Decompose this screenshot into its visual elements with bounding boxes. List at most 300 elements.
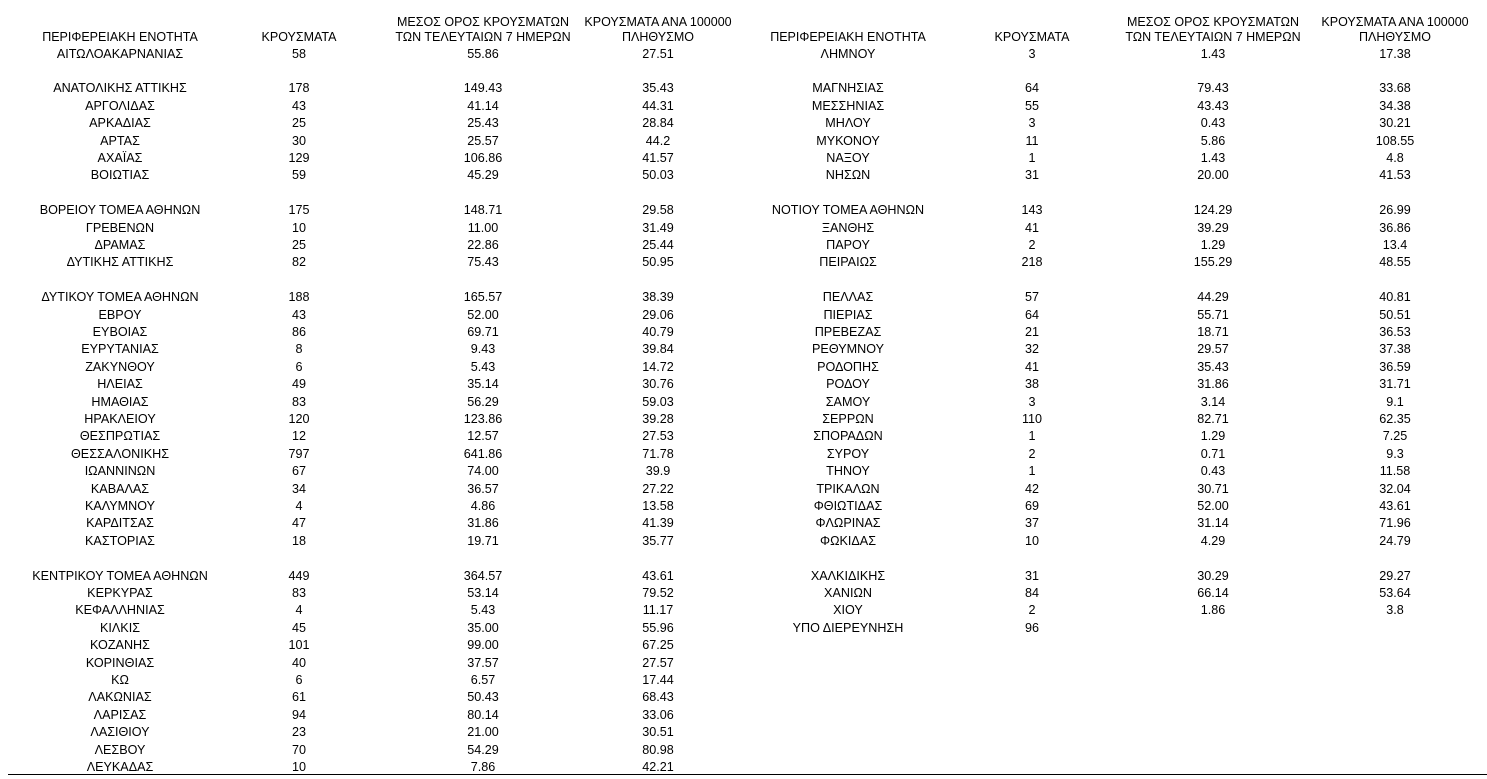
table-row xyxy=(0,724,1487,741)
cell-region: ΑΝΑΤΟΛΙΚΗΣ ΑΤΤΙΚΗΣ xyxy=(53,81,187,96)
cell-avg7: 5.43 xyxy=(470,603,496,618)
cell-avg7: 35.14 xyxy=(467,377,499,392)
cell-region: ΚΕΦΑΛΛΗΝΙΑΣ xyxy=(75,603,165,618)
right-header-per100k xyxy=(1310,0,1480,45)
cell-region: ΦΘΙΩΤΙΔΑΣ xyxy=(813,498,883,513)
cell-region: ΠΡΕΒΕΖΑΣ xyxy=(814,324,882,339)
cell-per100k: 71.78 xyxy=(642,446,674,461)
cell-cases: 12 xyxy=(291,429,306,444)
cell-per100k: 41.39 xyxy=(642,516,674,531)
table-row xyxy=(0,481,1487,498)
cell-cases: 30 xyxy=(291,133,306,148)
cell-per100k: 36.59 xyxy=(1379,359,1411,374)
cell-cases: 3 xyxy=(1028,116,1036,131)
cell-avg7: 45.29 xyxy=(467,168,499,183)
cell-region: ΥΠΟ ΔΙΕΡΕΥΝΗΣΗ xyxy=(792,620,904,635)
cell-per100k: 30.76 xyxy=(642,377,674,392)
cell-avg7: 5.86 xyxy=(1200,133,1226,148)
cell-cases: 178 xyxy=(288,81,310,96)
cell-avg7: 0.43 xyxy=(1200,464,1226,479)
cell-region: ΣΥΡΟΥ xyxy=(826,446,870,461)
cell-region: ΕΥΡΥΤΑΝΙΑΣ xyxy=(81,342,159,357)
cell-region: ΜΕΣΣΗΝΙΑΣ xyxy=(811,98,885,113)
cell-per100k: 30.51 xyxy=(642,725,674,740)
cell-cases: 40 xyxy=(291,655,306,670)
cell-cases: 25 xyxy=(291,237,306,252)
cell-region: ΔΥΤΙΚΟΥ ΤΟΜΕΑ ΑΘΗΝΩΝ xyxy=(41,290,199,305)
cell-per100k: 36.86 xyxy=(1379,220,1411,235)
cell-avg7: 1.43 xyxy=(1200,150,1226,165)
cell-cases: 1 xyxy=(1028,429,1036,444)
cell-per100k: 55.96 xyxy=(642,620,674,635)
cell-per100k: 35.43 xyxy=(642,81,674,96)
cell-cases: 23 xyxy=(291,725,306,740)
cell-avg7: 19.71 xyxy=(467,533,499,548)
cell-region: ΜΥΚΟΝΟΥ xyxy=(816,133,880,148)
cell-per100k: 37.38 xyxy=(1379,342,1411,357)
cell-avg7: 106.86 xyxy=(463,150,503,165)
cell-per100k: 36.53 xyxy=(1379,324,1411,339)
cell-region: ΚΟΖΑΝΗΣ xyxy=(90,638,150,653)
table-row xyxy=(0,655,1487,672)
cell-avg7: 39.29 xyxy=(1197,220,1229,235)
cell-per100k: 40.81 xyxy=(1379,290,1411,305)
cell-cases: 101 xyxy=(288,638,310,653)
cell-cases: 86 xyxy=(291,324,306,339)
cell-per100k: 59.03 xyxy=(642,394,674,409)
cell-per100k: 35.77 xyxy=(642,533,674,548)
cell-region: ΡΟΔΟΥ xyxy=(826,377,870,392)
cell-region: ΣΑΜΟΥ xyxy=(825,394,871,409)
cell-region: ΡΕΘΥΜΝΟΥ xyxy=(812,342,884,357)
cell-avg7: 52.00 xyxy=(1197,498,1229,513)
cell-region: ΠΕΙΡΑΙΩΣ xyxy=(819,255,877,270)
cell-region: ΛΑΣΙΘΙΟΥ xyxy=(90,725,150,740)
cell-region: ΗΜΑΘΙΑΣ xyxy=(91,394,149,409)
cell-per100k: 41.53 xyxy=(1379,168,1411,183)
cell-cases: 6 xyxy=(295,672,303,687)
left-header-cases-label: ΚΡΟΥΣΜΑΤΑ xyxy=(261,30,337,44)
cell-cases: 4 xyxy=(295,498,303,513)
cell-cases: 55 xyxy=(1024,98,1039,113)
right-header-region-label: ΠΕΡΙΦΕΡΕΙΑΚΗ ΕΝΟΤΗΤΑ xyxy=(770,30,926,44)
cell-region: ΔΥΤΙΚΗΣ ΑΤΤΙΚΗΣ xyxy=(66,255,174,270)
table-row xyxy=(0,150,1487,167)
cell-region: ΜΗΛΟΥ xyxy=(825,116,871,131)
table-row xyxy=(0,115,1487,132)
cell-per100k: 50.03 xyxy=(642,168,674,183)
cell-cases: 45 xyxy=(291,620,306,635)
cell-region: ΒΟΙΩΤΙΑΣ xyxy=(90,168,150,183)
cell-avg7: 35.43 xyxy=(1197,359,1229,374)
table-row xyxy=(0,411,1487,428)
cell-region: ΣΠΟΡΑΔΩΝ xyxy=(813,429,883,444)
cell-cases: 82 xyxy=(291,255,306,270)
cell-region: ΡΟΔΟΠΗΣ xyxy=(817,359,879,374)
table-row xyxy=(0,602,1487,619)
cell-region: ΑΧΑΪΑΣ xyxy=(97,150,143,165)
table-row xyxy=(0,254,1487,271)
cell-region: ΑΡΤΑΣ xyxy=(100,133,140,148)
table-row xyxy=(0,289,1487,306)
cell-per100k: 41.57 xyxy=(642,150,674,165)
left-header-cases xyxy=(249,0,349,45)
cell-per100k: 29.06 xyxy=(642,307,674,322)
cell-region: ΑΙΤΩΛΟΑΚΑΡΝΑΝΙΑΣ xyxy=(56,46,184,61)
cell-avg7: 50.43 xyxy=(467,690,499,705)
table-row xyxy=(0,689,1487,706)
right-header-cases-label: ΚΡΟΥΣΜΑΤΑ xyxy=(994,30,1070,44)
cell-per100k: 17.44 xyxy=(642,672,674,687)
table-row xyxy=(0,202,1487,219)
cell-avg7: 11.00 xyxy=(467,220,499,235)
left-header-avg7 xyxy=(378,0,588,45)
table-row xyxy=(0,707,1487,724)
cell-per100k: 24.79 xyxy=(1379,533,1411,548)
cell-region: ΞΑΝΘΗΣ xyxy=(821,220,875,235)
cell-region: ΘΕΣΠΡΩΤΙΑΣ xyxy=(79,429,161,444)
cell-cases: 64 xyxy=(1024,307,1039,322)
cell-region: ΠΑΡΟΥ xyxy=(826,237,870,252)
table-row xyxy=(0,98,1487,115)
left-header-per100k xyxy=(578,0,738,45)
table-row xyxy=(0,46,1487,63)
cell-cases: 11 xyxy=(1025,133,1039,148)
cell-cases: 21 xyxy=(1024,324,1039,339)
left-header-per100k-line1: ΚΡΟΥΣΜΑΤΑ ΑΝΑ 100000 xyxy=(584,15,732,29)
cell-avg7: 123.86 xyxy=(463,411,503,426)
cell-region: ΛΗΜΝΟΥ xyxy=(820,46,876,61)
cell-avg7: 29.57 xyxy=(1197,342,1229,357)
cell-per100k: 39.28 xyxy=(642,411,674,426)
cell-avg7: 18.71 xyxy=(1197,324,1229,339)
cell-avg7: 1.29 xyxy=(1200,429,1226,444)
cell-cases: 32 xyxy=(1024,342,1039,357)
cell-per100k: 40.79 xyxy=(642,324,674,339)
left-header-avg7-line1: ΜΕΣΟΣ ΟΡΟΣ ΚΡΟΥΣΜΑΤΩΝ xyxy=(396,15,570,29)
cell-cases: 120 xyxy=(288,411,310,426)
cell-avg7: 22.86 xyxy=(467,237,499,252)
cell-region: ΛΑΡΙΣΑΣ xyxy=(93,707,147,722)
cell-avg7: 31.86 xyxy=(467,516,499,531)
cell-region: ΓΡΕΒΕΝΩΝ xyxy=(85,220,155,235)
cell-per100k: 11.58 xyxy=(1379,464,1411,479)
cell-per100k: 67.25 xyxy=(642,638,674,653)
cell-cases: 143 xyxy=(1021,203,1043,218)
cell-avg7: 99.00 xyxy=(467,638,499,653)
right-header-avg7-line1: ΜΕΣΟΣ ΟΡΟΣ ΚΡΟΥΣΜΑΤΩΝ xyxy=(1126,15,1300,29)
cell-per100k: 39.84 xyxy=(642,342,674,357)
cell-per100k: 43.61 xyxy=(1379,498,1411,513)
cell-avg7: 25.43 xyxy=(467,116,499,131)
cell-region: ΛΕΣΒΟΥ xyxy=(94,742,146,757)
cell-region: ΚΑΛΥΜΝΟΥ xyxy=(84,498,156,513)
cell-per100k: 38.39 xyxy=(642,290,674,305)
cell-cases: 57 xyxy=(1024,290,1039,305)
cell-per100k: 29.27 xyxy=(1379,568,1411,583)
cell-region: ΑΡΓΟΛΙΔΑΣ xyxy=(85,98,155,113)
table-row xyxy=(0,637,1487,654)
left-header-region-label: ΠΕΡΙΦΕΡΕΙΑΚΗ ΕΝΟΤΗΤΑ xyxy=(42,30,198,44)
cell-avg7: 37.57 xyxy=(467,655,499,670)
cell-cases: 41 xyxy=(1024,359,1039,374)
cell-region: ΧΑΝΙΩΝ xyxy=(824,585,872,600)
cell-cases: 83 xyxy=(291,394,306,409)
cell-per100k: 9.3 xyxy=(1386,446,1404,461)
cell-avg7: 25.57 xyxy=(467,133,499,148)
cell-region: ΛΕΥΚΑΔΑΣ xyxy=(86,759,154,774)
table-row xyxy=(0,167,1487,184)
cell-per100k: 62.35 xyxy=(1379,411,1411,426)
cell-per100k: 42.21 xyxy=(642,759,674,774)
cell-cases: 38 xyxy=(1024,377,1039,392)
cell-avg7: 43.43 xyxy=(1197,98,1229,113)
cell-region: ΤΗΝΟΥ xyxy=(826,464,870,479)
cell-per100k: 29.58 xyxy=(642,203,674,218)
cell-region: ΦΛΩΡΙΝΑΣ xyxy=(815,516,881,531)
right-header-avg7 xyxy=(1108,0,1318,45)
cell-avg7: 3.14 xyxy=(1200,394,1226,409)
cell-avg7: 55.86 xyxy=(467,46,499,61)
cell-cases: 42 xyxy=(1024,481,1039,496)
cell-region: ΣΕΡΡΩΝ xyxy=(822,411,874,426)
cell-per100k: 108.55 xyxy=(1375,133,1415,148)
cell-cases: 449 xyxy=(288,568,310,583)
cell-cases: 37 xyxy=(1024,516,1039,531)
cell-per100k: 71.96 xyxy=(1379,516,1411,531)
cell-cases: 110 xyxy=(1021,411,1043,426)
right-header-per100k-line1: ΚΡΟΥΣΜΑΤΑ ΑΝΑ 100000 xyxy=(1321,15,1469,29)
cell-per100k: 50.51 xyxy=(1379,307,1411,322)
table-row xyxy=(0,220,1487,237)
cell-avg7: 54.29 xyxy=(467,742,499,757)
cell-per100k: 28.84 xyxy=(642,116,674,131)
cell-avg7: 1.86 xyxy=(1200,603,1226,618)
cell-avg7: 148.71 xyxy=(463,203,503,218)
cell-cases: 8 xyxy=(295,342,303,357)
cell-cases: 41 xyxy=(1024,220,1039,235)
cell-cases: 25 xyxy=(291,116,306,131)
cell-cases: 3 xyxy=(1028,394,1036,409)
cell-per100k: 27.57 xyxy=(642,655,674,670)
cell-avg7: 0.71 xyxy=(1200,446,1226,461)
cell-cases: 49 xyxy=(291,377,306,392)
cell-cases: 10 xyxy=(291,759,306,774)
table-row xyxy=(0,307,1487,324)
cell-cases: 47 xyxy=(291,516,306,531)
cell-per100k: 34.38 xyxy=(1379,98,1411,113)
table-row xyxy=(0,133,1487,150)
table-bottom-border xyxy=(8,774,1487,775)
cell-avg7: 4.86 xyxy=(470,498,496,513)
cell-per100k: 27.22 xyxy=(642,481,674,496)
cell-region: ΧΙΟΥ xyxy=(833,603,863,618)
cell-cases: 2 xyxy=(1028,237,1036,252)
right-header-region xyxy=(748,0,948,45)
cell-region: ΝΑΞΟΥ xyxy=(826,150,870,165)
cell-avg7: 9.43 xyxy=(470,342,496,357)
cell-region: ΠΙΕΡΙΑΣ xyxy=(823,307,873,322)
table-row xyxy=(0,498,1487,515)
left-header-region xyxy=(20,0,220,45)
cell-cases: 4 xyxy=(295,603,303,618)
cell-cases: 61 xyxy=(291,690,306,705)
cell-avg7: 31.14 xyxy=(1197,516,1229,531)
cell-avg7: 364.57 xyxy=(463,568,503,583)
cell-cases: 3 xyxy=(1028,46,1036,61)
cell-cases: 1 xyxy=(1028,150,1036,165)
table-row xyxy=(0,428,1487,445)
table-row xyxy=(0,585,1487,602)
cell-per100k: 44.31 xyxy=(642,98,674,113)
cell-region: ΚΩ xyxy=(111,672,129,687)
cell-cases: 64 xyxy=(1024,81,1039,96)
cell-avg7: 53.14 xyxy=(467,585,499,600)
cell-avg7: 69.71 xyxy=(467,324,499,339)
cell-cases: 175 xyxy=(288,203,310,218)
cell-region: ΚΕΡΚΥΡΑΣ xyxy=(87,585,153,600)
cell-avg7: 30.71 xyxy=(1197,481,1229,496)
cell-cases: 34 xyxy=(291,481,306,496)
cell-avg7: 5.43 xyxy=(470,359,496,374)
cell-per100k: 17.38 xyxy=(1379,46,1411,61)
cell-per100k: 27.51 xyxy=(642,46,674,61)
cell-avg7: 12.57 xyxy=(467,429,499,444)
cell-region: ΠΕΛΛΑΣ xyxy=(822,290,874,305)
cell-avg7: 641.86 xyxy=(463,446,503,461)
table-row xyxy=(0,376,1487,393)
cell-per100k: 32.04 xyxy=(1379,481,1411,496)
cell-avg7: 80.14 xyxy=(467,707,499,722)
cell-avg7: 41.14 xyxy=(467,98,499,113)
cell-per100k: 79.52 xyxy=(642,585,674,600)
cell-avg7: 7.86 xyxy=(470,759,496,774)
cell-region: ΗΛΕΙΑΣ xyxy=(97,377,143,392)
cell-avg7: 155.29 xyxy=(1193,255,1233,270)
cell-cases: 83 xyxy=(291,585,306,600)
table-row xyxy=(0,80,1487,97)
cell-region: ΕΒΡΟΥ xyxy=(98,307,142,322)
cell-per100k: 68.43 xyxy=(642,690,674,705)
cell-avg7: 79.43 xyxy=(1197,81,1229,96)
cell-cases: 218 xyxy=(1021,255,1043,270)
table-row xyxy=(0,446,1487,463)
cell-avg7: 66.14 xyxy=(1197,585,1229,600)
cell-avg7: 31.86 xyxy=(1197,377,1229,392)
cell-cases: 188 xyxy=(288,290,310,305)
cell-region: ΕΥΒΟΙΑΣ xyxy=(92,324,148,339)
cell-avg7: 35.00 xyxy=(467,620,499,635)
cell-avg7: 20.00 xyxy=(1197,168,1229,183)
cell-region: ΗΡΑΚΛΕΙΟΥ xyxy=(84,411,156,426)
cell-cases: 2 xyxy=(1028,446,1036,461)
table-row xyxy=(0,359,1487,376)
cell-avg7: 36.57 xyxy=(467,481,499,496)
cell-region: ΤΡΙΚΑΛΩΝ xyxy=(816,481,880,496)
cell-cases: 1 xyxy=(1028,464,1036,479)
cell-per100k: 39.9 xyxy=(645,464,671,479)
cell-cases: 6 xyxy=(295,359,303,374)
cell-region: ΑΡΚΑΔΙΑΣ xyxy=(89,116,151,131)
cell-avg7: 82.71 xyxy=(1197,411,1229,426)
cell-region: ΛΑΚΩΝΙΑΣ xyxy=(88,690,152,705)
cell-per100k: 31.49 xyxy=(642,220,674,235)
cell-region: ΖΑΚΥΝΘΟΥ xyxy=(85,359,155,374)
table-row xyxy=(0,568,1487,585)
cell-region: ΚΙΛΚΙΣ xyxy=(100,620,140,635)
cell-region: ΦΩΚΙΔΑΣ xyxy=(820,533,876,548)
cell-avg7: 165.57 xyxy=(463,290,503,305)
cell-region: ΙΩΑΝΝΙΝΩΝ xyxy=(84,464,156,479)
table-row xyxy=(0,463,1487,480)
cell-cases: 31 xyxy=(1024,568,1039,583)
cell-per100k: 13.4 xyxy=(1382,237,1408,252)
cell-avg7: 44.29 xyxy=(1197,290,1229,305)
table-row xyxy=(0,515,1487,532)
cell-per100k: 26.99 xyxy=(1379,203,1411,218)
cell-region: ΚΑΒΑΛΑΣ xyxy=(90,481,150,496)
left-header-avg7-line2: ΤΩΝ ΤΕΛΕΥΤΑΙΩΝ 7 ΗΜΕΡΩΝ xyxy=(395,30,571,44)
cell-avg7: 75.43 xyxy=(467,255,499,270)
cell-avg7: 124.29 xyxy=(1193,203,1233,218)
cell-cases: 797 xyxy=(288,446,310,461)
cell-per100k: 53.64 xyxy=(1379,585,1411,600)
cell-per100k: 31.71 xyxy=(1379,377,1411,392)
cell-per100k: 25.44 xyxy=(642,237,674,252)
cell-per100k: 7.25 xyxy=(1382,429,1408,444)
cell-cases: 18 xyxy=(291,533,306,548)
cell-per100k: 30.21 xyxy=(1379,116,1411,131)
cell-cases: 59 xyxy=(291,168,306,183)
cell-cases: 31 xyxy=(1024,168,1039,183)
cell-region: ΧΑΛΚΙΔΙΚΗΣ xyxy=(810,568,886,583)
cell-avg7: 1.43 xyxy=(1200,46,1226,61)
cell-per100k: 27.53 xyxy=(642,429,674,444)
table-row xyxy=(0,394,1487,411)
cell-cases: 67 xyxy=(291,464,306,479)
cell-cases: 94 xyxy=(291,707,306,722)
cell-cases: 69 xyxy=(1024,498,1039,513)
cell-per100k: 43.61 xyxy=(642,568,674,583)
cell-per100k: 13.58 xyxy=(642,498,674,513)
right-header-cases xyxy=(982,0,1082,45)
table-row xyxy=(0,324,1487,341)
cell-cases: 129 xyxy=(288,150,310,165)
cell-per100k: 80.98 xyxy=(642,742,674,757)
cell-region: ΝΗΣΩΝ xyxy=(825,168,871,183)
cell-avg7: 4.29 xyxy=(1200,533,1226,548)
cell-per100k: 9.1 xyxy=(1386,394,1404,409)
cell-avg7: 56.29 xyxy=(467,394,499,409)
cell-region: ΚΕΝΤΡΙΚΟΥ ΤΟΜΕΑ ΑΘΗΝΩΝ xyxy=(32,568,208,583)
cell-avg7: 21.00 xyxy=(467,725,499,740)
cell-region: ΜΑΓΝΗΣΙΑΣ xyxy=(812,81,884,96)
cell-region: ΚΑΣΤΟΡΙΑΣ xyxy=(85,533,155,548)
table-row xyxy=(0,620,1487,637)
cell-avg7: 1.29 xyxy=(1200,237,1226,252)
table-row xyxy=(0,341,1487,358)
cell-cases: 43 xyxy=(291,307,306,322)
cell-region: ΚΟΡΙΝΘΙΑΣ xyxy=(85,655,155,670)
cell-per100k: 3.8 xyxy=(1386,603,1404,618)
cell-per100k: 4.8 xyxy=(1386,150,1404,165)
cell-per100k: 48.55 xyxy=(1379,255,1411,270)
cell-region: ΝΟΤΙΟΥ ΤΟΜΕΑ ΑΘΗΝΩΝ xyxy=(771,203,925,218)
cell-per100k: 50.95 xyxy=(642,255,674,270)
cell-per100k: 14.72 xyxy=(642,359,674,374)
table-row xyxy=(0,672,1487,689)
cell-avg7: 149.43 xyxy=(463,81,503,96)
